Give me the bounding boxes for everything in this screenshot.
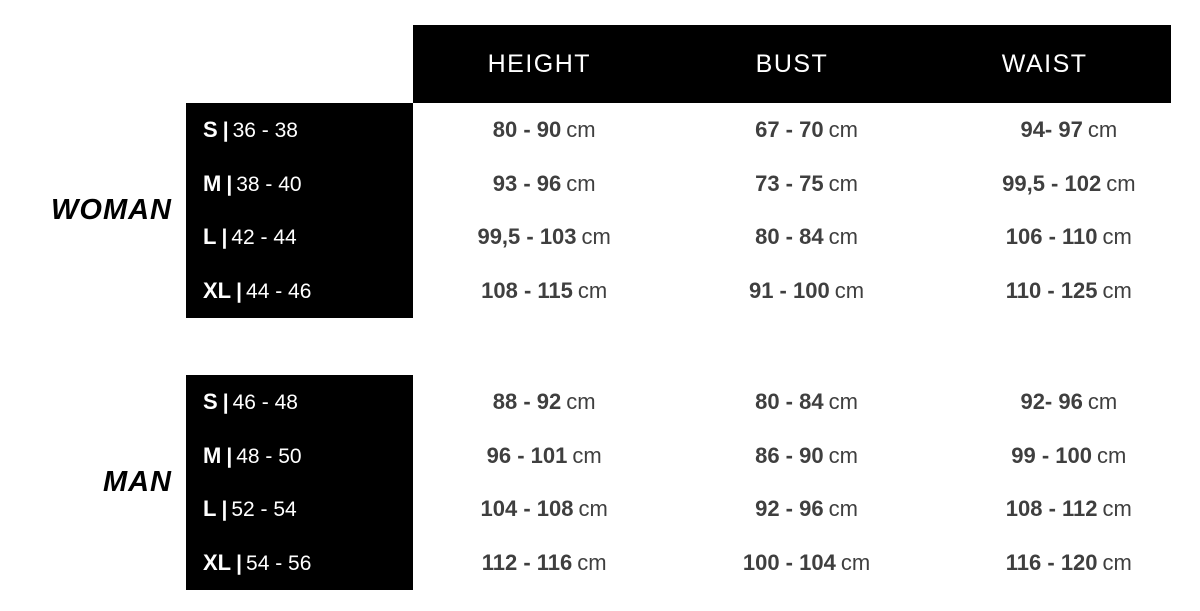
cell-size [186, 117, 413, 143]
unit: cm [1097, 442, 1127, 468]
column-header-waist: WAIST [1001, 49, 1088, 78]
cell-height [413, 278, 675, 304]
unit: cm [1102, 550, 1132, 576]
value: 96 - 101 [486, 442, 568, 468]
value: 67 - 70 [755, 116, 824, 142]
unit: cm [581, 224, 611, 250]
value: 92- 96 [1020, 388, 1083, 414]
size-eu: 54 - 56 [246, 552, 312, 576]
unit: cm [577, 278, 608, 304]
value: 73 - 75 [755, 170, 824, 196]
cell-bust [675, 224, 937, 250]
cell-height [413, 550, 675, 576]
value: 86 - 90 [755, 442, 824, 468]
value: 108 - 115 [481, 278, 573, 304]
size-label: S [203, 388, 218, 414]
table-header [413, 25, 1171, 103]
value: 108 - 112 [1005, 496, 1098, 522]
group-label-woman: WOMAN [51, 194, 172, 226]
table-row [186, 264, 1200, 318]
cell-waist [938, 171, 1200, 197]
unit: cm [828, 224, 858, 250]
unit: cm [1106, 170, 1136, 196]
cell-size [186, 171, 413, 197]
cell-height [413, 496, 675, 522]
cell-bust [675, 278, 937, 304]
value: 80 - 90 [492, 116, 562, 142]
group-woman [0, 103, 1200, 318]
size-eu: 46 - 48 [232, 390, 298, 414]
cell-bust [675, 389, 937, 415]
cell-bust [675, 550, 937, 576]
value: 110 - 125 [1005, 278, 1098, 304]
value: 104 - 108 [480, 496, 574, 522]
unit: cm [840, 550, 871, 576]
unit: cm [566, 388, 596, 414]
cell-height [413, 117, 675, 143]
table-row [186, 375, 1200, 429]
cell-height [413, 224, 675, 250]
unit: cm [1087, 116, 1118, 142]
table-row [186, 536, 1200, 590]
table-row [186, 429, 1200, 483]
cell-bust [675, 496, 937, 522]
size-separator: | [222, 390, 229, 414]
rows-man [186, 375, 1200, 590]
cell-height [413, 389, 675, 415]
size-separator: | [226, 444, 233, 468]
cell-waist [938, 224, 1200, 250]
size-label: M [203, 170, 222, 196]
cell-size [186, 496, 413, 522]
value: 112 - 116 [481, 550, 573, 576]
size-separator: | [221, 498, 228, 522]
cell-size [186, 550, 413, 576]
column-header-height: HEIGHT [487, 49, 592, 78]
value: 80 - 84 [755, 224, 824, 250]
cell-bust [675, 443, 937, 469]
unit: cm [828, 170, 858, 196]
table-row [186, 157, 1200, 211]
unit: cm [828, 442, 858, 468]
cell-bust [675, 117, 937, 143]
size-label: XL [203, 550, 232, 576]
cell-size [186, 224, 413, 250]
cell-waist [938, 117, 1200, 143]
unit: cm [828, 388, 858, 414]
size-label: M [203, 442, 222, 468]
unit: cm [572, 442, 602, 468]
size-eu: 42 - 44 [231, 226, 297, 250]
value: 93 - 96 [492, 170, 562, 196]
value: 106 - 110 [1005, 224, 1098, 250]
unit: cm [834, 278, 865, 304]
unit: cm [1102, 278, 1132, 304]
cell-size [186, 443, 413, 469]
value: 99,5 - 102 [1002, 170, 1102, 196]
cell-height [413, 171, 675, 197]
cell-waist [938, 496, 1200, 522]
unit: cm [1102, 496, 1132, 522]
unit: cm [577, 550, 607, 576]
size-separator: | [236, 552, 243, 576]
value: 99 - 100 [1011, 442, 1093, 468]
size-separator: | [222, 118, 229, 142]
unit: cm [828, 496, 858, 522]
value: 88 - 92 [492, 388, 562, 414]
cell-waist [938, 278, 1200, 304]
value: 80 - 84 [755, 388, 824, 414]
cell-waist [938, 389, 1200, 415]
unit: cm [1087, 388, 1118, 414]
cell-bust [675, 171, 937, 197]
size-eu: 36 - 38 [232, 118, 298, 142]
size-eu: 38 - 40 [236, 172, 302, 196]
value: 99,5 - 103 [477, 224, 577, 250]
unit: cm [566, 116, 596, 142]
unit: cm [828, 116, 858, 142]
cell-waist [938, 443, 1200, 469]
size-eu: 48 - 50 [236, 444, 302, 468]
table-row [186, 211, 1200, 265]
size-label: L [203, 496, 217, 522]
column-header-bust: BUST [755, 49, 829, 78]
table-row [186, 483, 1200, 537]
cell-size [186, 389, 413, 415]
size-separator: | [236, 280, 243, 304]
cell-waist [938, 550, 1200, 576]
size-eu: 52 - 54 [231, 498, 297, 522]
size-label: XL [203, 278, 232, 304]
cell-height [413, 443, 675, 469]
unit: cm [566, 170, 596, 196]
size-eu: 44 - 46 [246, 280, 312, 304]
rows-woman [186, 103, 1200, 318]
unit: cm [1102, 224, 1132, 250]
group-man [0, 375, 1200, 590]
group-label-man: MAN [102, 466, 172, 498]
value: 100 - 104 [742, 550, 836, 576]
value: 91 - 100 [748, 278, 830, 304]
size-separator: | [221, 226, 228, 250]
size-label: L [203, 224, 217, 250]
value: 116 - 120 [1005, 550, 1098, 576]
cell-size [186, 278, 413, 304]
value: 94- 97 [1020, 116, 1083, 142]
table-row [186, 103, 1200, 157]
value: 92 - 96 [755, 496, 824, 522]
unit: cm [578, 496, 608, 522]
size-label: S [203, 116, 218, 142]
size-separator: | [226, 172, 233, 196]
